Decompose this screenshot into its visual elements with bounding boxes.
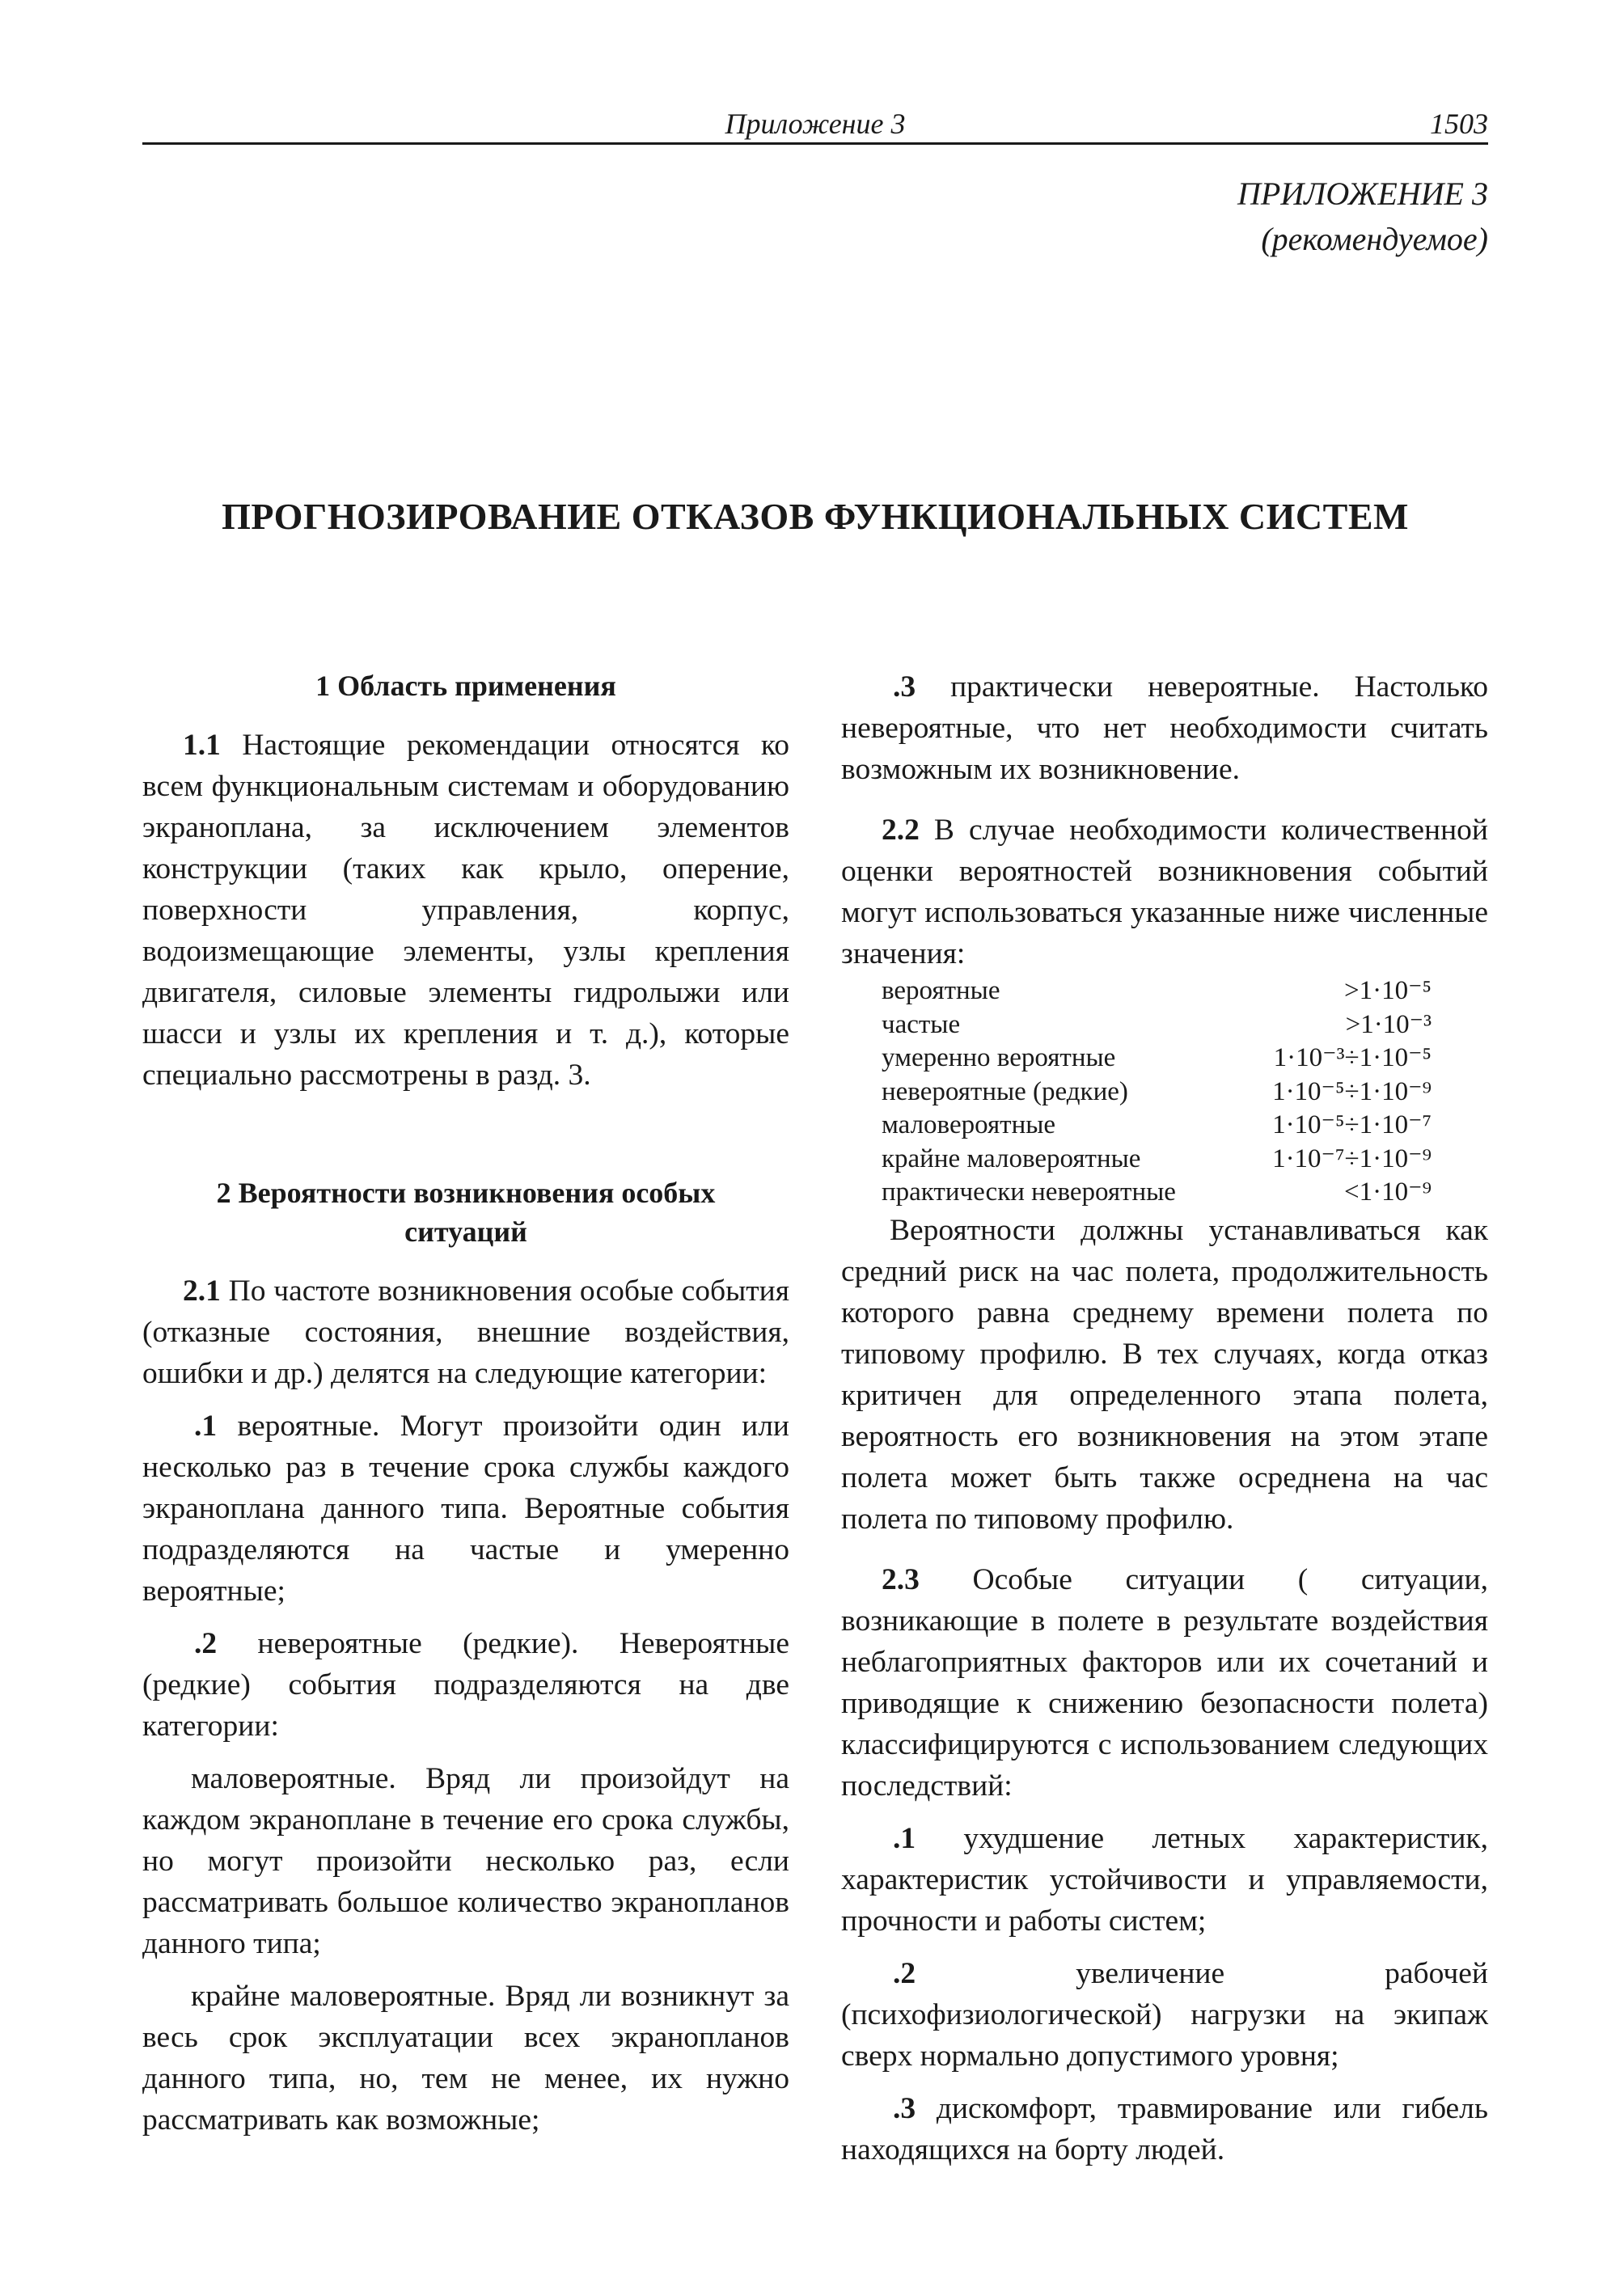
paragraph-text: Настоящие рекомендации относятся ко всем функциональным системам и оборудованию экраноплана, за исключением элементов конструкции (таких как крыло, оперение, поверхности управления, корпус, водоизмещающие элементы, узлы крепления двигателя, силовые элементы гидролыжи или шасси и узлы их крепления и т. д.), которые специально рассмотрены в разд. 3.: [142, 729, 789, 1092]
paragraph-text: Особые ситуации ( ситуации, возникающие в полете в результате воздействия неблагоприятных факторов или их сочетаний и приводящие к снижению безопасности полета) классифицируются с использованием следующих последствий:: [841, 1562, 1488, 1803]
consequence-item-2: [841, 1953, 1488, 2077]
item-text: практически невероятные. Настолько невероятные, что нет необходимости считать возможным их возникновение.: [841, 670, 1488, 786]
item-number: .1: [194, 1410, 218, 1443]
category-value: 1·10⁻⁷÷1·10⁻⁹: [1272, 1143, 1432, 1173]
table-row: [882, 1076, 1432, 1110]
left-column: [142, 666, 789, 2141]
category-label: частые: [882, 1009, 961, 1039]
consequence-item-1: [841, 1818, 1488, 1942]
list-item-2: [142, 1623, 789, 1747]
category-label: вероятные: [882, 976, 1000, 1005]
paragraph-2-1: [142, 1270, 789, 1394]
item-number: .1: [893, 1821, 916, 1855]
section-2-heading-line2: ситуаций: [404, 1215, 527, 1248]
paragraph-number: 2.1: [183, 1274, 221, 1308]
item-text: ухудшение летных характеристик, характеристик устойчивости и управляемости, прочности и работы систем;: [841, 1821, 1488, 1938]
item-text: увеличение рабочей (психофизиологической) нагрузки на экипаж сверх нормально допустимого уровня;: [841, 1956, 1488, 2073]
item-number: .3: [893, 2091, 916, 2125]
paragraph-2-2: [841, 809, 1488, 974]
category-value: >1·10⁻⁵: [1343, 976, 1432, 1005]
category-value: <1·10⁻⁹: [1343, 1177, 1432, 1207]
item-text: дискомфорт, травмирование или гибель находящихся на борту людей.: [841, 2091, 1488, 2166]
sub-item-unlikely: маловероятные. Вряд ли произойдут на каждом экраноплане в течение его срока службы, но могут произойти несколько раз, если рассматривать большое количество экранопланов данного типа;: [142, 1762, 789, 1960]
section-1-heading: 1 Область применения: [315, 670, 616, 702]
section-2-heading: [142, 1173, 789, 1251]
category-label: практически невероятные: [882, 1177, 1176, 1207]
consequence-item-3: [841, 2088, 1488, 2171]
item-number: .2: [893, 1956, 916, 1990]
paragraph-number: 1.1: [183, 729, 221, 762]
category-value: 1·10⁻⁵÷1·10⁻⁹: [1272, 1076, 1432, 1106]
page-number: 1503: [1430, 108, 1488, 140]
item-text: невероятные (редкие). Невероятные (редкие) события подразделяются на две категории:: [142, 1627, 789, 1743]
list-item-1: [142, 1405, 789, 1612]
right-column: [841, 666, 1488, 2171]
paragraph-text: По частоте возникновения особые события (отказные состояния, внешние воздействия, ошибки и др.) делятся на следующие категории:: [142, 1274, 789, 1390]
table-row: [882, 1008, 1432, 1042]
paragraph-number: 2.3: [882, 1562, 920, 1596]
category-label: крайне маловероятные: [882, 1143, 1141, 1173]
table-row: [882, 1042, 1432, 1076]
category-label: умеренно вероятные: [882, 1043, 1116, 1072]
paragraph-average-risk: Вероятности должны устанавливаться как средний риск на час полета, продолжительность которого равна среднему времени полета по типовому профилю. В тех случаях, когда отказ критичен для определенного этапа полета, вероятность его возникновения на этом этапе полета может быть также осреднена на час полета по типовому профилю.: [841, 1213, 1488, 1536]
item-number: .2: [194, 1627, 218, 1660]
running-header: [142, 104, 1488, 145]
table-row: [882, 1109, 1432, 1143]
running-title: Приложение 3: [725, 108, 906, 140]
table-row: [882, 1143, 1432, 1177]
list-item-3: [841, 666, 1488, 790]
paragraph-2-3: [841, 1559, 1488, 1807]
sub-item-extremely-unlikely: крайне маловероятные. Вряд ли возникнут за весь срок эксплуатации всех экранопланов данного типа, но, тем не менее, их нужно рассматривать как возможные;: [142, 1980, 789, 2137]
table-row: [882, 1176, 1432, 1210]
page-title: ПРОГНОЗИРОВАНИЕ ОТКАЗОВ ФУНКЦИОНАЛЬНЫХ СИСТЕМ: [222, 496, 1409, 537]
category-label: маловероятные: [882, 1110, 1056, 1139]
section-2-heading-line1: 2 Вероятности возникновения особых: [216, 1177, 716, 1209]
paragraph-number: 2.2: [882, 814, 920, 847]
category-value: 1·10⁻⁵÷1·10⁻⁷: [1272, 1110, 1432, 1139]
category-value: 1·10⁻³÷1·10⁻⁵: [1273, 1043, 1432, 1072]
appendix-status: (рекомендуемое): [1261, 221, 1488, 257]
paragraph-1-1: [142, 725, 789, 1096]
paragraph-text: В случае необходимости количественной оценки вероятностей возникновения событий могут использоваться указанные ниже численные значения:: [841, 814, 1488, 970]
table-row: [882, 974, 1432, 1008]
item-number: .3: [893, 670, 916, 704]
appendix-label: ПРИЛОЖЕНИЕ 3: [1237, 175, 1488, 212]
category-value: >1·10⁻³: [1345, 1009, 1432, 1039]
probability-table: [882, 974, 1432, 1210]
item-text: вероятные. Могут произойти один или несколько раз в течение срока службы каждого экраноплана данного типа. Вероятные события подразделяются на частые и умеренно вероятные;: [142, 1410, 789, 1608]
appendix-label-block: [1237, 171, 1488, 262]
category-label: невероятные (редкие): [882, 1076, 1128, 1106]
